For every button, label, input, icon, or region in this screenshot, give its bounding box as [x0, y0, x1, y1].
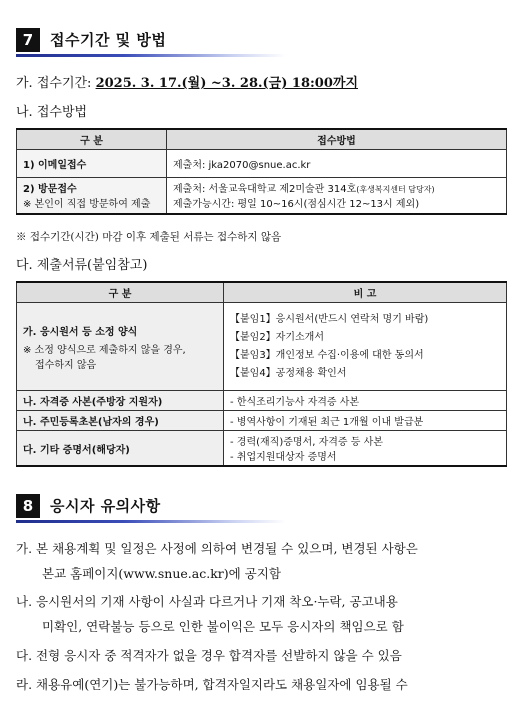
method-label: 나. 접수방법 [16, 105, 88, 120]
method-line: 제출처: 서울교육대학교 제2미술관 314호 [173, 184, 357, 196]
period-line [16, 72, 358, 91]
period-value: 2025. 3. 17.(월) ~3. 28.(금) 18:00까지 [95, 76, 358, 91]
notice-line: 나. 응시원서의 기재 사항이 사실과 다르거나 기재 착오·누락, 공고내용 [16, 594, 398, 609]
row-note: ※ 본인이 직접 방문하여 제출 [23, 199, 151, 211]
section-number: 7 [16, 28, 40, 52]
method-table [16, 128, 507, 215]
section-title: 접수기간 및 방법 [50, 31, 167, 49]
method-line: 제출가능시간: 평일 10~16시(점심시간 12~13시 제외) [173, 199, 420, 211]
method-line-small: (후생복지센터 담당자) [356, 185, 435, 195]
section-underline [16, 54, 286, 57]
deadline-note: ※ 접수기간(시간) 마감 이후 제출된 서류는 접수하지 않음 [16, 231, 282, 243]
table-row [17, 391, 507, 411]
section-7-header [16, 28, 506, 56]
header-remarks: 비 고 [224, 282, 507, 303]
notice-item [16, 646, 511, 664]
list-item: 【붙임2】자기소개서 [230, 331, 324, 343]
header-method: 접수방법 [167, 129, 507, 150]
row-note: ※ 소정 양식으로 제출하지 않을 경우, [23, 344, 186, 356]
notice-line: 미확인, 연락불능 등으로 인한 불이익은 모두 응시자의 책임으로 함 [42, 619, 404, 634]
row-label: 가. 응시원서 등 소정 양식 [23, 326, 138, 338]
row-note: 접수하지 않음 [35, 359, 97, 371]
table-row [17, 303, 507, 391]
notice-line: 본교 홈페이지(www.snue.ac.kr)에 공지함 [42, 566, 281, 581]
notice-item [16, 539, 511, 582]
section-number: 8 [16, 494, 40, 518]
notice-line: 가. 본 채용계획 및 일정은 사정에 의하여 변경될 수 있으며, 변경된 사항은 [16, 541, 418, 556]
notice-item [16, 675, 511, 693]
row-label: 나. 자격증 사본(주방장 지원자) [17, 391, 224, 411]
section-underline [16, 520, 286, 523]
row-label: 나. 주민등록초본(남자의 경우) [17, 411, 224, 431]
docs-table [16, 281, 507, 467]
row-label: 2) 방문접수 [23, 184, 77, 196]
list-item: - 취업지원대상자 증명서 [230, 452, 337, 463]
row-label: 1) 이메일접수 [17, 150, 167, 178]
list-item: 【붙임4】공정채용 확인서 [230, 367, 347, 379]
table-header-row [17, 282, 507, 303]
row-label: 다. 기타 증명서(해당자) [17, 431, 224, 467]
table-row [17, 411, 507, 431]
table-row [17, 178, 507, 214]
table-row [17, 150, 507, 178]
docs-label: 다. 제출서류(붙임참고) [16, 258, 148, 273]
list-item: 【붙임1】응시원서(반드시 연락처 명기 바람) [230, 313, 429, 325]
table-header-row [17, 129, 507, 150]
header-category: 구 분 [17, 129, 167, 150]
header-category: 구 분 [17, 282, 224, 303]
notice-line: 라. 채용유예(연기)는 불가능하며, 합격자일지라도 채용일자에 임용될 수 [16, 677, 408, 692]
list-item: 【붙임3】개인정보 수집·이용에 대한 동의서 [230, 349, 424, 361]
notice-line: 다. 전형 응시자 중 적격자가 없을 경우 합격자를 선발하지 않을 수 있음 [16, 648, 402, 663]
row-note: - 한식조리기능사 자격증 사본 [224, 391, 507, 411]
period-label: 가. 접수기간: [16, 76, 96, 91]
section-title: 응시자 유의사항 [50, 497, 161, 515]
row-method: 제출처: jka2070@snue.ac.kr [167, 150, 507, 178]
list-item: - 경력(재직)증명서, 자격증 등 사본 [230, 437, 383, 448]
section-8-header [16, 494, 506, 522]
table-row [17, 431, 507, 467]
notice-item [16, 592, 511, 635]
row-note: - 병역사항이 기재된 최근 1개월 이내 발급분 [224, 411, 507, 431]
